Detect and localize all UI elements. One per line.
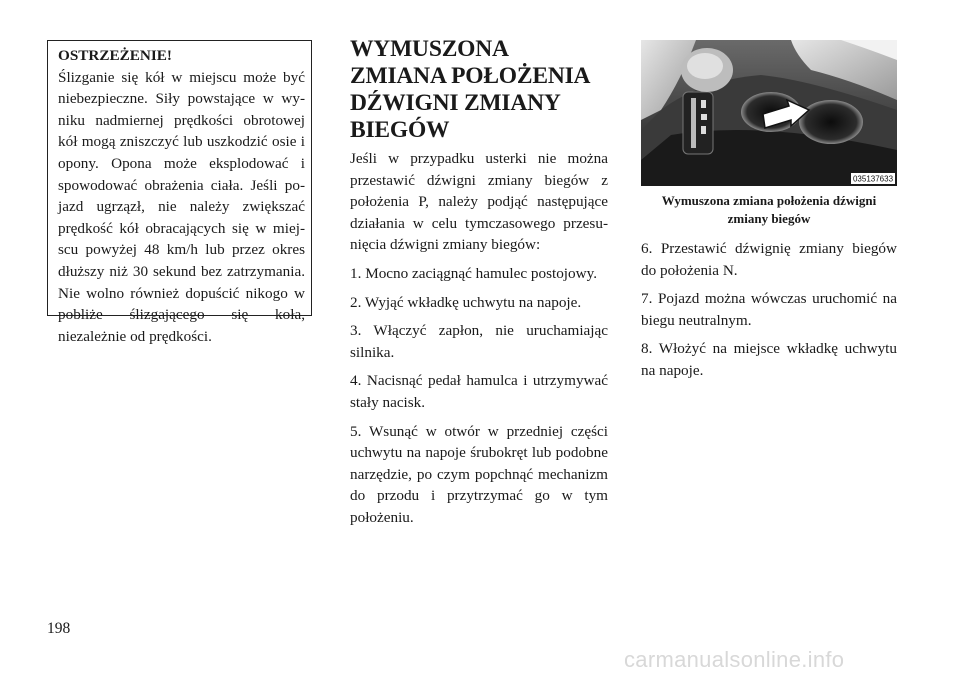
step-1: 1. Mocno zaciągnąć hamulec postojowy. — [350, 264, 597, 282]
step-7: 7. Pojazd można wówczas uruchomić na biegu neutralnym. — [641, 290, 897, 329]
section-column — [350, 36, 608, 536]
watermark: carmanualsonline.info — [624, 647, 845, 672]
gear-shifter-photo — [641, 40, 897, 186]
section-intro: Jeśli w przypadku usterki nie można przestawić dźwigni zmiany biegów z położenia P, należy podjąć następujące działania w celu tymczasowego przesunięcia dźwigni zmiany biegów: — [350, 150, 608, 254]
section-heading: WYMUSZONA ZMIANA POŁOŻENIA DŹWIGNI ZMIANY BIEGÓW — [350, 36, 590, 143]
warning-title: OSTRZEŻENIE! — [58, 47, 172, 64]
warning-box — [47, 40, 312, 345]
step-3: 3. Włączyć zapłon, nie uruchamiając silnika. — [350, 322, 608, 361]
figure-caption: Wymuszona zmiana położenia dźwigni zmiany biegów — [661, 193, 877, 226]
step-5: 5. Wsunąć w otwór w przedniej części uchwytu na napoje śrubokręt lub podobne narzędzie, po czym popchnąć mechanizm do przodu i przytrzymać go w tym położeniu. — [350, 422, 608, 526]
step-2: 2. Wyjąć wkładkę uchwytu na napoje. — [350, 293, 582, 311]
warning-body: Ślizganie się kół w miejscu może być niebezpieczne. Siły powstające w wyniku nadmiernej prędkości obrotowej kół mogą zniszczyć lub uszkodzić osie i opony. Opona może eksplodować i spowodować obrażenia ciała. Jeśli pojazd ugrzązł, nie należy zwiększać prędkość kół obracających się w miejscu powyżej 48 km/h lub przez okres dłuższy niż 30 sekund bez zatrzymania. Nie wolno również dopuścić nikogo w pobliże ślizgającego się koła, niezależnie od prędkości. — [58, 68, 305, 345]
page-number: 198 — [47, 620, 71, 637]
figure-code: 035137633 — [852, 174, 894, 184]
figure-column — [641, 40, 897, 389]
step-4: 4. Nacisnąć pedał hamulca i utrzymywać stały nacisk. — [350, 372, 608, 411]
step-6: 6. Przestawić dźwignię zmiany biegów do położenia N. — [641, 240, 897, 279]
step-8: 8. Włożyć na miejsce wkładkę uchwytu na napoje. — [641, 340, 897, 379]
